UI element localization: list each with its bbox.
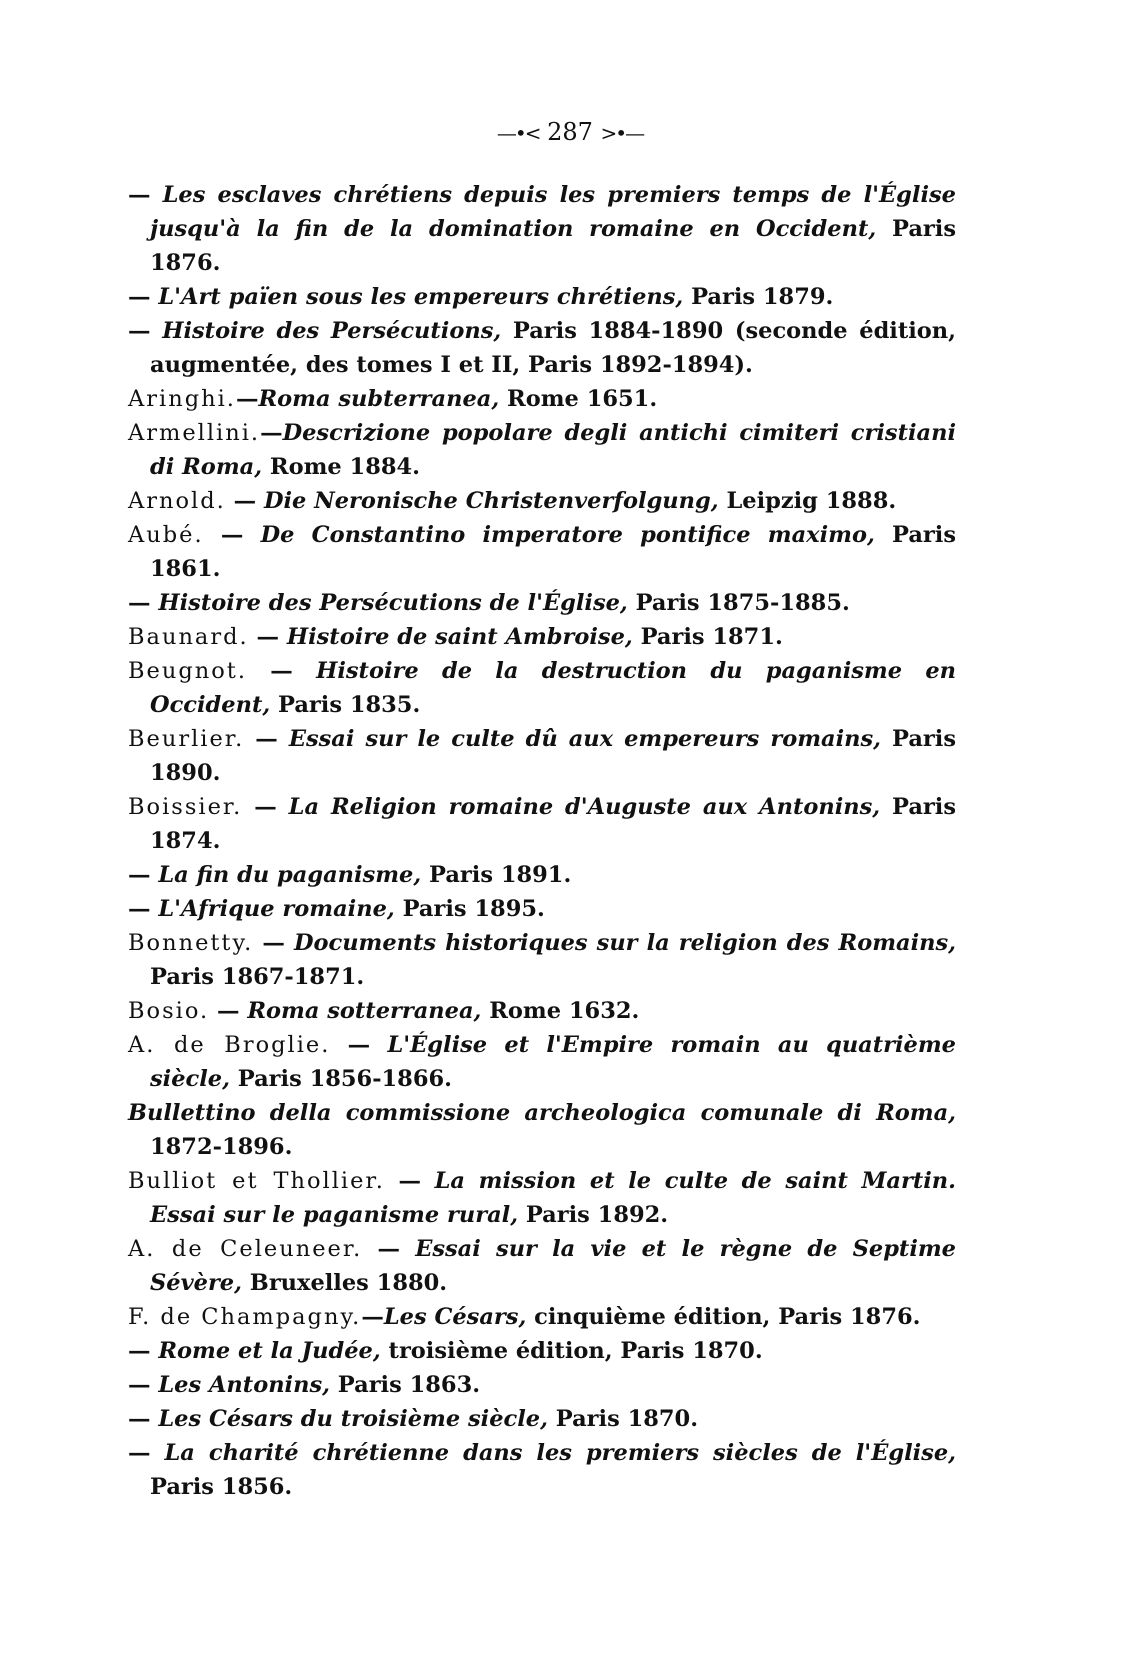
entry-title: Les Antonins, (158, 1372, 330, 1398)
entry-publication: Paris 1856. (150, 1474, 293, 1500)
entry-publication: Paris 1892. (518, 1202, 669, 1228)
entry-separator: — (362, 1236, 416, 1262)
entry-title: La Religion romaine d'Auguste aux Antonins, (288, 794, 881, 820)
entry-title: De Constantino imperatore pontifice maximo, (260, 522, 875, 548)
entry-separator: — (361, 1304, 384, 1330)
entry-title: La charité chrétienne dans les premiers siècles de l'Église, (164, 1440, 956, 1466)
bibliography-entry (128, 1334, 956, 1368)
entry-title: Histoire des Persécutions de l'Église, (158, 590, 628, 616)
entry-author: Arnold. (128, 488, 226, 514)
bibliography-entry (128, 790, 956, 858)
entry-title: Roma subterranea, (258, 386, 500, 412)
entry-title: Histoire de saint Ambroise, (286, 624, 633, 650)
entry-author: Baunard. (128, 624, 249, 650)
entry-title: Essai sur le culte dû aux empereurs romains, (288, 726, 881, 752)
entry-title: Les Césars du troisième siècle, (158, 1406, 548, 1432)
entry-separator: — (128, 896, 159, 922)
entry-publication: Paris 1871. (632, 624, 783, 650)
entry-author: A. de Broglie. (128, 1032, 331, 1058)
bibliography-entry (128, 722, 956, 790)
bibliography-entry (128, 654, 956, 722)
entry-title: Rome et la Judée, (158, 1338, 381, 1364)
entry-separator: — (242, 794, 289, 820)
entry-separator: — (209, 998, 248, 1024)
entry-separator: — (128, 182, 163, 208)
bibliography-entry (128, 280, 956, 314)
bibliography-entry (128, 1300, 956, 1334)
entry-author: Beurlier. (128, 726, 245, 752)
entry-author: F. de Champagny. (128, 1304, 362, 1330)
entry-separator: — (384, 1168, 435, 1194)
entry-title: Die Neronische Christenverfolgung, (263, 488, 719, 514)
entry-author: Bosio. (128, 998, 210, 1024)
entry-publication: Paris 1890. (150, 726, 956, 786)
bibliography-entry (128, 858, 956, 892)
entry-title: Documents historiques sur la religion des Romains, (293, 930, 957, 956)
entry-title: Histoire des Persécutions, (162, 318, 502, 344)
bibliography-entry (128, 1232, 956, 1300)
entry-title: L'Église et l'Empire romain au quatrième siècle, (150, 1032, 956, 1092)
entry-separator: — (260, 420, 283, 446)
entry-separator: — (253, 930, 294, 956)
entry-author: Aubé. (128, 522, 204, 548)
entry-title: Essai sur la vie et le règne de Septime Sévère, (150, 1236, 956, 1296)
entry-publication: Paris 1861. (150, 522, 956, 582)
entry-title: Les esclaves chrétiens depuis les premiers temps de l'Église jusqu'à la fin de la domination romaine en Occident, (150, 182, 956, 242)
entry-publication: Paris 1891. (421, 862, 572, 888)
entry-title: L'Art païen sous les empereurs chrétiens, (158, 284, 684, 310)
entry-author: Beugnot. (128, 658, 247, 684)
entry-author: Bulliot et Thollier. (128, 1168, 385, 1194)
bibliography-entry (128, 620, 956, 654)
entry-publication: Paris 1895. (394, 896, 545, 922)
bibliography-entry (128, 1368, 956, 1402)
entry-separator: — (225, 488, 264, 514)
ornament-left: —•< (496, 121, 540, 145)
entry-publication: Rome 1632. (481, 998, 640, 1024)
entry-publication: Paris 1863. (329, 1372, 481, 1398)
entry-separator: — (235, 386, 259, 412)
entry-title: La fin du paganisme, (158, 862, 422, 888)
bibliography-entry (128, 314, 956, 382)
entry-separator: — (244, 726, 289, 752)
entry-separator: — (248, 624, 287, 650)
entry-title: Histoire de la destruction du paganisme en Occident, (150, 658, 956, 718)
entry-title: Bullettino della commissione archeologica comunale di Roma, (128, 1100, 956, 1126)
bibliography-entry (128, 1436, 956, 1504)
entry-separator: — (128, 284, 159, 310)
bibliography-entry (128, 892, 956, 926)
entry-publication: Paris 1856-1866. (229, 1066, 452, 1092)
entry-author: Bonnetty. (128, 930, 254, 956)
entry-separator: — (128, 318, 163, 344)
entry-publication: Paris 1884-1890 (seconde édition, augmentée, des tomes I et II, Paris 1892-1894). (150, 318, 956, 378)
entry-title: Descrizione popolare degli antichi cimiteri cristiani di Roma, (150, 420, 956, 480)
entry-title: Les Césars, (383, 1304, 527, 1330)
entry-publication: Paris 1867-1871. (150, 964, 365, 990)
entry-separator: — (128, 1372, 159, 1398)
bibliography-entry (128, 586, 956, 620)
entry-publication: Paris 1870. (547, 1406, 699, 1432)
entry-publication: Paris 1835. (270, 692, 421, 718)
entry-publication: cinquième édition, Paris 1876. (526, 1304, 921, 1330)
entry-publication: Paris 1879. (683, 284, 834, 310)
entry-separator: — (330, 1032, 388, 1058)
page-number: 287 (547, 118, 593, 146)
entry-title: La mission et le culte de saint Martin. Essai sur le paganisme rural, (150, 1168, 956, 1228)
entry-title: L'Afrique romaine, (158, 896, 395, 922)
entry-publication: troisième édition, Paris 1870. (380, 1338, 763, 1364)
bibliography-entry (128, 416, 956, 484)
bibliography-entry (128, 1096, 956, 1164)
entry-separator: — (128, 862, 159, 888)
entry-separator: — (203, 522, 261, 548)
bibliography-entry (128, 1402, 956, 1436)
page-header (0, 112, 1140, 153)
entry-author: Armellini. (128, 420, 261, 446)
entry-publication: Paris 1876. (150, 216, 956, 276)
bibliography-entry (128, 1028, 956, 1096)
entry-author: A. de Celeuneer. (128, 1236, 363, 1262)
entry-separator: — (128, 590, 159, 616)
ornament-right: >•— (600, 121, 644, 145)
entry-title: Roma sotterranea, (247, 998, 482, 1024)
entry-separator: — (246, 658, 317, 684)
entry-publication: Paris 1874. (150, 794, 957, 854)
entry-publication: Rome 1651. (499, 386, 658, 412)
bibliography-entry (128, 518, 956, 586)
entry-publication: Leipzig 1888. (718, 488, 897, 514)
entry-author: Aringhi. (128, 386, 236, 412)
entry-author: Boissier. (128, 794, 243, 820)
entry-publication: Rome 1884. (262, 454, 420, 480)
entry-separator: — (128, 1338, 159, 1364)
bibliography-entry (128, 382, 956, 416)
bibliography-entry (128, 1164, 956, 1232)
entry-separator: — (128, 1440, 165, 1466)
entry-publication: Paris 1875-1885. (627, 590, 850, 616)
bibliography-entry (128, 926, 956, 994)
bibliography-entry (128, 994, 956, 1028)
entry-publication: 1872-1896. (150, 1134, 293, 1160)
bibliography-list (128, 178, 956, 1504)
entry-publication: Bruxelles 1880. (241, 1270, 448, 1296)
entry-separator: — (128, 1406, 159, 1432)
bibliography-entry (128, 484, 956, 518)
bibliography-entry (128, 178, 956, 280)
